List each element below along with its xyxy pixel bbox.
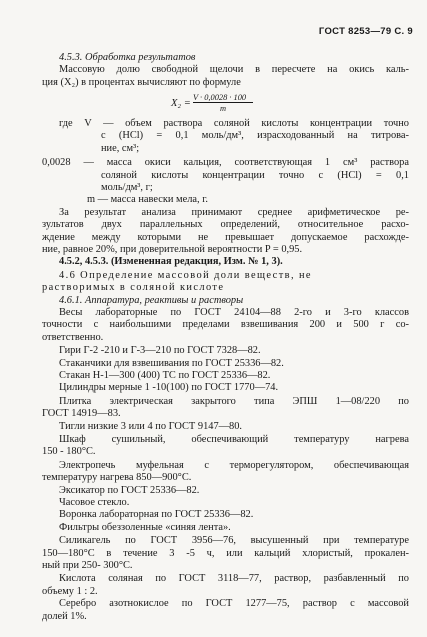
text-line: Силикагель по ГОСТ 3956—76, высушенный при температуре — [59, 535, 409, 547]
text-line: ние, равное 20%, при доверительной вероятности P = 0,95. — [42, 244, 303, 255]
text-line: ный при 250- 300°С. — [42, 560, 133, 572]
text-line: Фильтры обеззоленные «синяя лента». — [59, 521, 231, 533]
formula-numerator: V · 0,0028 · 100 — [193, 93, 247, 102]
text-line: Часовое стекло. — [59, 497, 130, 508]
text-line: где V — объем раствора соляной кислоты концентрации точно — [59, 117, 409, 129]
revision-note: 4.5.2, 4.5.3. (Измененная редакция, Изм. № 1, 3). — [59, 256, 283, 268]
text-line: m — масса навески мела, г. — [87, 194, 208, 206]
text-line: Цилиндры мерные 1 -10(100) по ГОСТ 1770—74. — [59, 382, 279, 394]
text-line: ние, см³; — [101, 142, 140, 154]
formula-x2 — [171, 92, 291, 116]
text-line: ГОСТ 14919—83. — [42, 408, 121, 420]
section-heading-4-5-3: 4.5.3. Обработка результатов — [59, 52, 196, 63]
page-header: ГОСТ 8253—79 С. 9 — [318, 26, 413, 37]
text-line: Кислота соляная по ГОСТ 3118—77, раствор, разбавленный по — [59, 573, 409, 585]
text-line: Массовую долю свободной щелочи в пересчете на окись каль- — [59, 64, 409, 76]
text-line: точности с наибольшими пределами взвешивания 200 и 500 г со- — [42, 319, 409, 331]
text-line: температуру нагрева 850—900°С. — [42, 472, 192, 484]
text-line: долей 1%. — [42, 610, 87, 622]
text-line: Плитка электрическая закрытого типа ЭПШ 1—08/220 по — [59, 395, 409, 407]
text-line: Серебро азотнокислое по ГОСТ 1277—75, раствор с массовой — [59, 598, 409, 610]
text-line: Стаканчики для взвешивания по ГОСТ 25336—82. — [59, 357, 284, 369]
text-line: объему 1 : 2. — [42, 585, 98, 597]
text-line: 150—180°С в течение 3 -5 ч, или кальций хлористый, прокален- — [42, 547, 409, 559]
text-line: Эксикатор по ГОСТ 25336—82. — [59, 484, 200, 496]
text-line: соляной кислоты концентрации точно c (HCl) = 0,1 — [101, 169, 409, 181]
text-line: 150 - 180°С. — [42, 446, 96, 458]
section-heading-4-6: 4.6 Определение массовой доли веществ, не — [59, 269, 312, 281]
text-line: Гири Г-2 -210 и Г-3—210 по ГОСТ 7328—82. — [59, 345, 261, 357]
text-line: ждение между которыми не превышает допускаемое расхожде- — [42, 231, 409, 243]
section-heading-4-6-1: 4.6.1. Аппаратура, реактивы и растворы — [59, 294, 244, 306]
text-line: зультатов двух параллельных определений, относительное расхо- — [42, 219, 409, 231]
text-line: Тигли низкие 3 или 4 по ГОСТ 9147—80. — [59, 420, 243, 432]
section-heading-4-6-cont: растворимых в соляной кислоте — [42, 282, 225, 294]
text-line: c (HCl) = 0,1 моль/дм³, израсходованный на титрова- — [101, 130, 409, 142]
text-line: Воронка лабораторная по ГОСТ 25336—82. — [59, 509, 254, 521]
formula-lhs: X₂ = — [171, 98, 191, 109]
text-line: За результат анализа принимают среднее арифметическое ре- — [59, 206, 409, 218]
text-line: Весы лабораторные по ГОСТ 24104—88 2-го и 3-го классов — [59, 307, 409, 318]
text-line: Стакан Н-1—300 (400) ТС по ГОСТ 25336—82. — [59, 370, 271, 381]
text-line: 0,0028 — масса окиси кальция, соответствующая 1 см³ раствора — [42, 157, 409, 169]
text-line: ция (X₂) в процентах вычисляют по формуле — [42, 76, 241, 88]
text-line: Электропечь муфельная с терморегулятором, обеспечивающая — [59, 459, 409, 471]
text-line: моль/дм³, г; — [101, 181, 153, 193]
text-line: Шкаф сушильный, обеспечивающий температуру нагрева — [59, 434, 409, 445]
formula-denominator: m — [220, 104, 227, 113]
text-line: ответственно. — [42, 331, 104, 343]
